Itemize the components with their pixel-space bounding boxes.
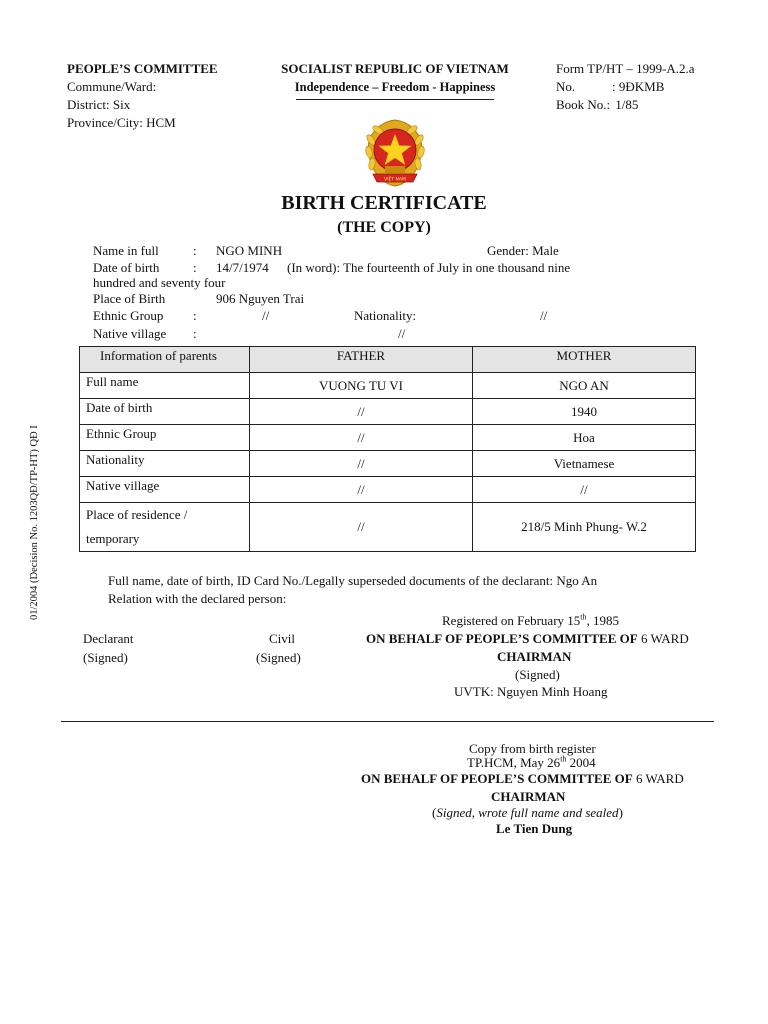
table-cell: Date of birth bbox=[80, 399, 250, 425]
copy-from: Copy from birth register bbox=[469, 741, 596, 756]
table-header: Information of parents bbox=[80, 347, 250, 373]
declarant-signed: (Signed) bbox=[83, 650, 128, 665]
table-header: FATHER bbox=[250, 347, 473, 373]
ethnic-label: Ethnic Group bbox=[93, 308, 164, 323]
civil-label: Civil bbox=[269, 631, 296, 646]
copy-signed-note: (Signed, wrote full name and sealed) bbox=[432, 805, 623, 820]
dob-words-cont: hundred and seventy four bbox=[93, 275, 226, 290]
on-behalf-line: ON BEHALF OF PEOPLE’S COMMITTEE OF 6 WARD bbox=[366, 631, 689, 646]
copy-signer-name: Le Tien Dung bbox=[496, 821, 573, 836]
motto-underline bbox=[296, 99, 494, 100]
header-right bbox=[556, 60, 695, 114]
table-cell: // bbox=[250, 451, 473, 477]
book-row bbox=[556, 96, 695, 114]
table-header: MOTHER bbox=[473, 347, 696, 373]
nationality-value: // bbox=[540, 308, 548, 323]
commune-label: Commune/Ward: bbox=[67, 79, 157, 94]
table-cell: Full name bbox=[80, 373, 250, 399]
number-value: : 9ĐKMB bbox=[612, 79, 665, 94]
copy-on-behalf-line: ON BEHALF OF PEOPLE’S COMMITTEE OF 6 WARD bbox=[361, 771, 684, 786]
table-cell: Native village bbox=[80, 477, 250, 503]
number-row bbox=[556, 78, 695, 96]
registered-date: Registered on February 15th, 1985 bbox=[442, 612, 620, 628]
table-cell: // bbox=[250, 399, 473, 425]
nationality-label: Nationality: bbox=[354, 308, 417, 323]
declarant-label: Declarant bbox=[83, 631, 134, 646]
table-cell: 218/5 Minh Phung- W.2 bbox=[473, 503, 696, 552]
chairman-signed: (Signed) bbox=[515, 667, 560, 682]
table-row bbox=[80, 425, 696, 451]
parents-table bbox=[79, 346, 696, 552]
civil-signed: (Signed) bbox=[256, 650, 301, 665]
table-cell: Vietnamese bbox=[473, 451, 696, 477]
book-label: Book No.: bbox=[556, 97, 611, 112]
section-divider bbox=[61, 721, 714, 722]
copy-chairman-label: CHAIRMAN bbox=[491, 789, 566, 804]
name-value: NGO MINH bbox=[216, 243, 283, 258]
pob-value: 906 Nguyen Trai bbox=[216, 291, 305, 306]
copy-date: TP.HCM, May 26th 2004 bbox=[467, 754, 596, 770]
form-code: Form TP/HT – 1999-A.2.a bbox=[556, 61, 695, 76]
header-left bbox=[67, 60, 218, 132]
table-cell: // bbox=[473, 477, 696, 503]
residence-label-1: Place of residence / bbox=[86, 507, 188, 522]
table-cell: Nationality bbox=[80, 451, 250, 477]
province-label: Province/City: HCM bbox=[67, 115, 176, 130]
emblem-ribbon-text: VIỆT NAM bbox=[384, 177, 406, 183]
document-title: BIRTH CERTIFICATE bbox=[281, 192, 487, 214]
table-header-row bbox=[80, 347, 696, 373]
dob-value: 14/7/1974 bbox=[216, 260, 269, 275]
native-label: Native village bbox=[93, 326, 167, 341]
pob-label: Place of Birth bbox=[93, 291, 166, 306]
table-cell: Ethnic Group bbox=[80, 425, 250, 451]
district-label: District: Six bbox=[67, 97, 131, 112]
table-row bbox=[80, 399, 696, 425]
table-cell: 1940 bbox=[473, 399, 696, 425]
table-cell: // bbox=[250, 503, 473, 552]
colon: : bbox=[193, 243, 197, 258]
table-cell: // bbox=[250, 477, 473, 503]
table-cell: NGO AN bbox=[473, 373, 696, 399]
gender-value: Gender: Male bbox=[487, 243, 559, 258]
national-emblem-icon bbox=[355, 114, 435, 194]
chairman-label: CHAIRMAN bbox=[497, 649, 572, 664]
table-cell bbox=[80, 503, 250, 552]
country-name: SOCIALIST REPUBLIC OF VIETNAM bbox=[281, 61, 509, 76]
book-value: 1/85 bbox=[615, 97, 639, 112]
native-value: // bbox=[398, 326, 406, 341]
dob-words: (In word): The fourteenth of July in one thousand nine bbox=[287, 260, 571, 275]
uvtk-name: UVTK: Nguyen Minh Hoang bbox=[454, 684, 608, 699]
table-cell: // bbox=[250, 425, 473, 451]
national-motto: Independence – Freedom - Happiness bbox=[294, 80, 496, 94]
header-center bbox=[262, 60, 528, 100]
ethnic-value: // bbox=[262, 308, 270, 323]
side-decision-note: 01/2004 (Decision No. 1203QĐ/TP-HT) QĐ I bbox=[29, 425, 40, 620]
table-cell: Hoa bbox=[473, 425, 696, 451]
number-label: No. bbox=[556, 79, 576, 94]
relation-line: Relation with the declared person: bbox=[108, 591, 287, 606]
colon: : bbox=[193, 260, 197, 275]
committee-label: PEOPLE’S COMMITTEE bbox=[67, 61, 218, 76]
colon: : bbox=[193, 326, 197, 341]
table-cell: VUONG TU VI bbox=[250, 373, 473, 399]
document-subtitle: (THE COPY) bbox=[337, 219, 431, 236]
residence-label-2: temporary bbox=[86, 531, 140, 546]
name-label: Name in full bbox=[93, 243, 159, 258]
colon: : bbox=[193, 308, 197, 323]
table-row bbox=[80, 373, 696, 399]
table-row bbox=[80, 503, 696, 552]
table-row bbox=[80, 451, 696, 477]
dob-label: Date of birth bbox=[93, 260, 160, 275]
declarant-line: Full name, date of birth, ID Card No./Legally superseded documents of the declarant: Ngo An bbox=[108, 573, 598, 588]
table-row bbox=[80, 477, 696, 503]
